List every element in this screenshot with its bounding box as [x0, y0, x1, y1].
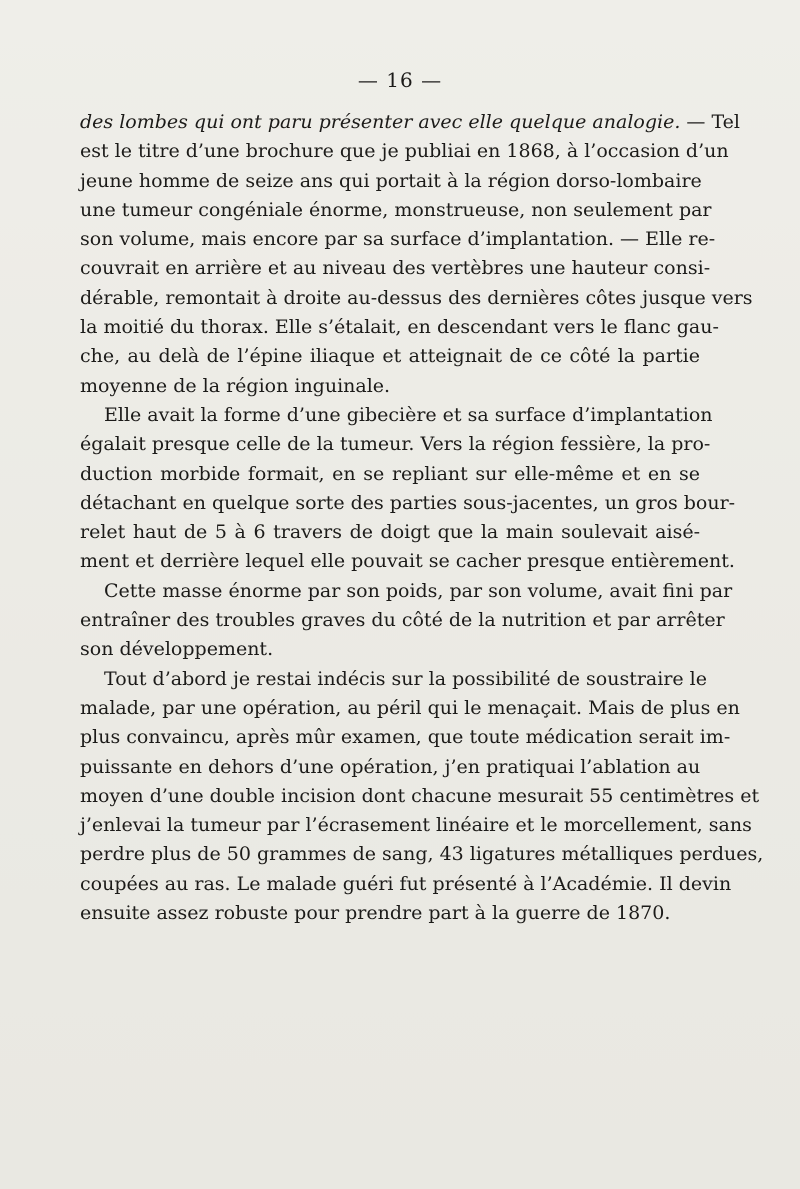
text-line: détachant en quelque sorte des parties sous-jacentes, un gros bour- [80, 491, 736, 514]
text-line: couvrait en arrière et au niveau des vertèbres une hauteur consi- [80, 257, 711, 280]
text-line: moyen d’une double incision dont chacune mesurait 55 centimètres et [80, 784, 760, 807]
text-line: perdre plus de 50 grammes de sang, 43 ligatures métalliques perdues, [80, 843, 764, 866]
paragraph [80, 108, 753, 401]
text-line: ment et derrière lequel elle pouvait se cacher presque entièrement. [80, 550, 735, 573]
text-line: entraîner des troubles graves du côté de la nutrition et par arrêter [80, 609, 725, 632]
paragraph [80, 401, 736, 577]
text-line: duction morbide formait, en se repliant sur elle-même et en se [80, 462, 700, 485]
italic-title: des lombes qui ont paru présenter avec elle quelque analogie. [80, 111, 681, 133]
text-line: dérable, remontait à droite au-dessus des dernières côtes jusque vers [80, 286, 753, 309]
paragraph [80, 577, 733, 665]
body-text [80, 108, 764, 928]
text-line: plus convaincu, après mûr examen, que toute médication serait im- [80, 726, 731, 749]
text-line: Elle avait la forme d’une gibecière et sa surface d’implantation [104, 403, 713, 426]
text-line: che, au delà de l’épine iliaque et atteignait de ce côté la partie [80, 345, 700, 368]
text-line: jeune homme de seize ans qui portait à la région dorso-lombaire [80, 169, 702, 192]
text-line: Tout d’abord je restai indécis sur la possibilité de soustraire le [104, 667, 707, 690]
text-line: puissante en dehors d’une opération, j’en pratiquai l’ablation au [80, 755, 701, 778]
text-line: relet haut de 5 à 6 travers de doigt que la main soulevait aisé- [80, 521, 700, 544]
page-number: — 16 — [357, 68, 443, 92]
line-text: — Tel [680, 111, 740, 133]
text-line: coupées au ras. Le malade guéri fut présenté à l’Académie. Il devin [80, 872, 732, 895]
text-line: ensuite assez robuste pour prendre part à la guerre de 1870. [80, 902, 671, 925]
text-line: est le titre d’une brochure que je publiai en 1868, à l’occasion d’un [80, 140, 729, 163]
paragraph [80, 665, 764, 929]
text-line: son volume, mais encore par sa surface d’implantation. — Elle re- [80, 228, 716, 251]
text-line: moyenne de la région inguinale. [80, 374, 391, 397]
text-line: Cette masse énorme par son poids, par son volume, avait fini par [104, 579, 733, 602]
text-line: son développement. [80, 638, 274, 661]
text-line: égalait presque celle de la tumeur. Vers la région fessière, la pro- [80, 433, 711, 456]
text-line: j’enlevai la tumeur par l’écrasement linéaire et le morcellement, sans [80, 814, 752, 837]
text-line: malade, par une opération, au péril qui le menaçait. Mais de plus en [80, 696, 740, 719]
text-line: la moitié du thorax. Elle s’étalait, en descendant vers le flanc gau- [80, 316, 719, 339]
text-line [80, 108, 740, 137]
text-line: une tumeur congéniale énorme, monstrueuse, non seulement par [80, 198, 712, 221]
